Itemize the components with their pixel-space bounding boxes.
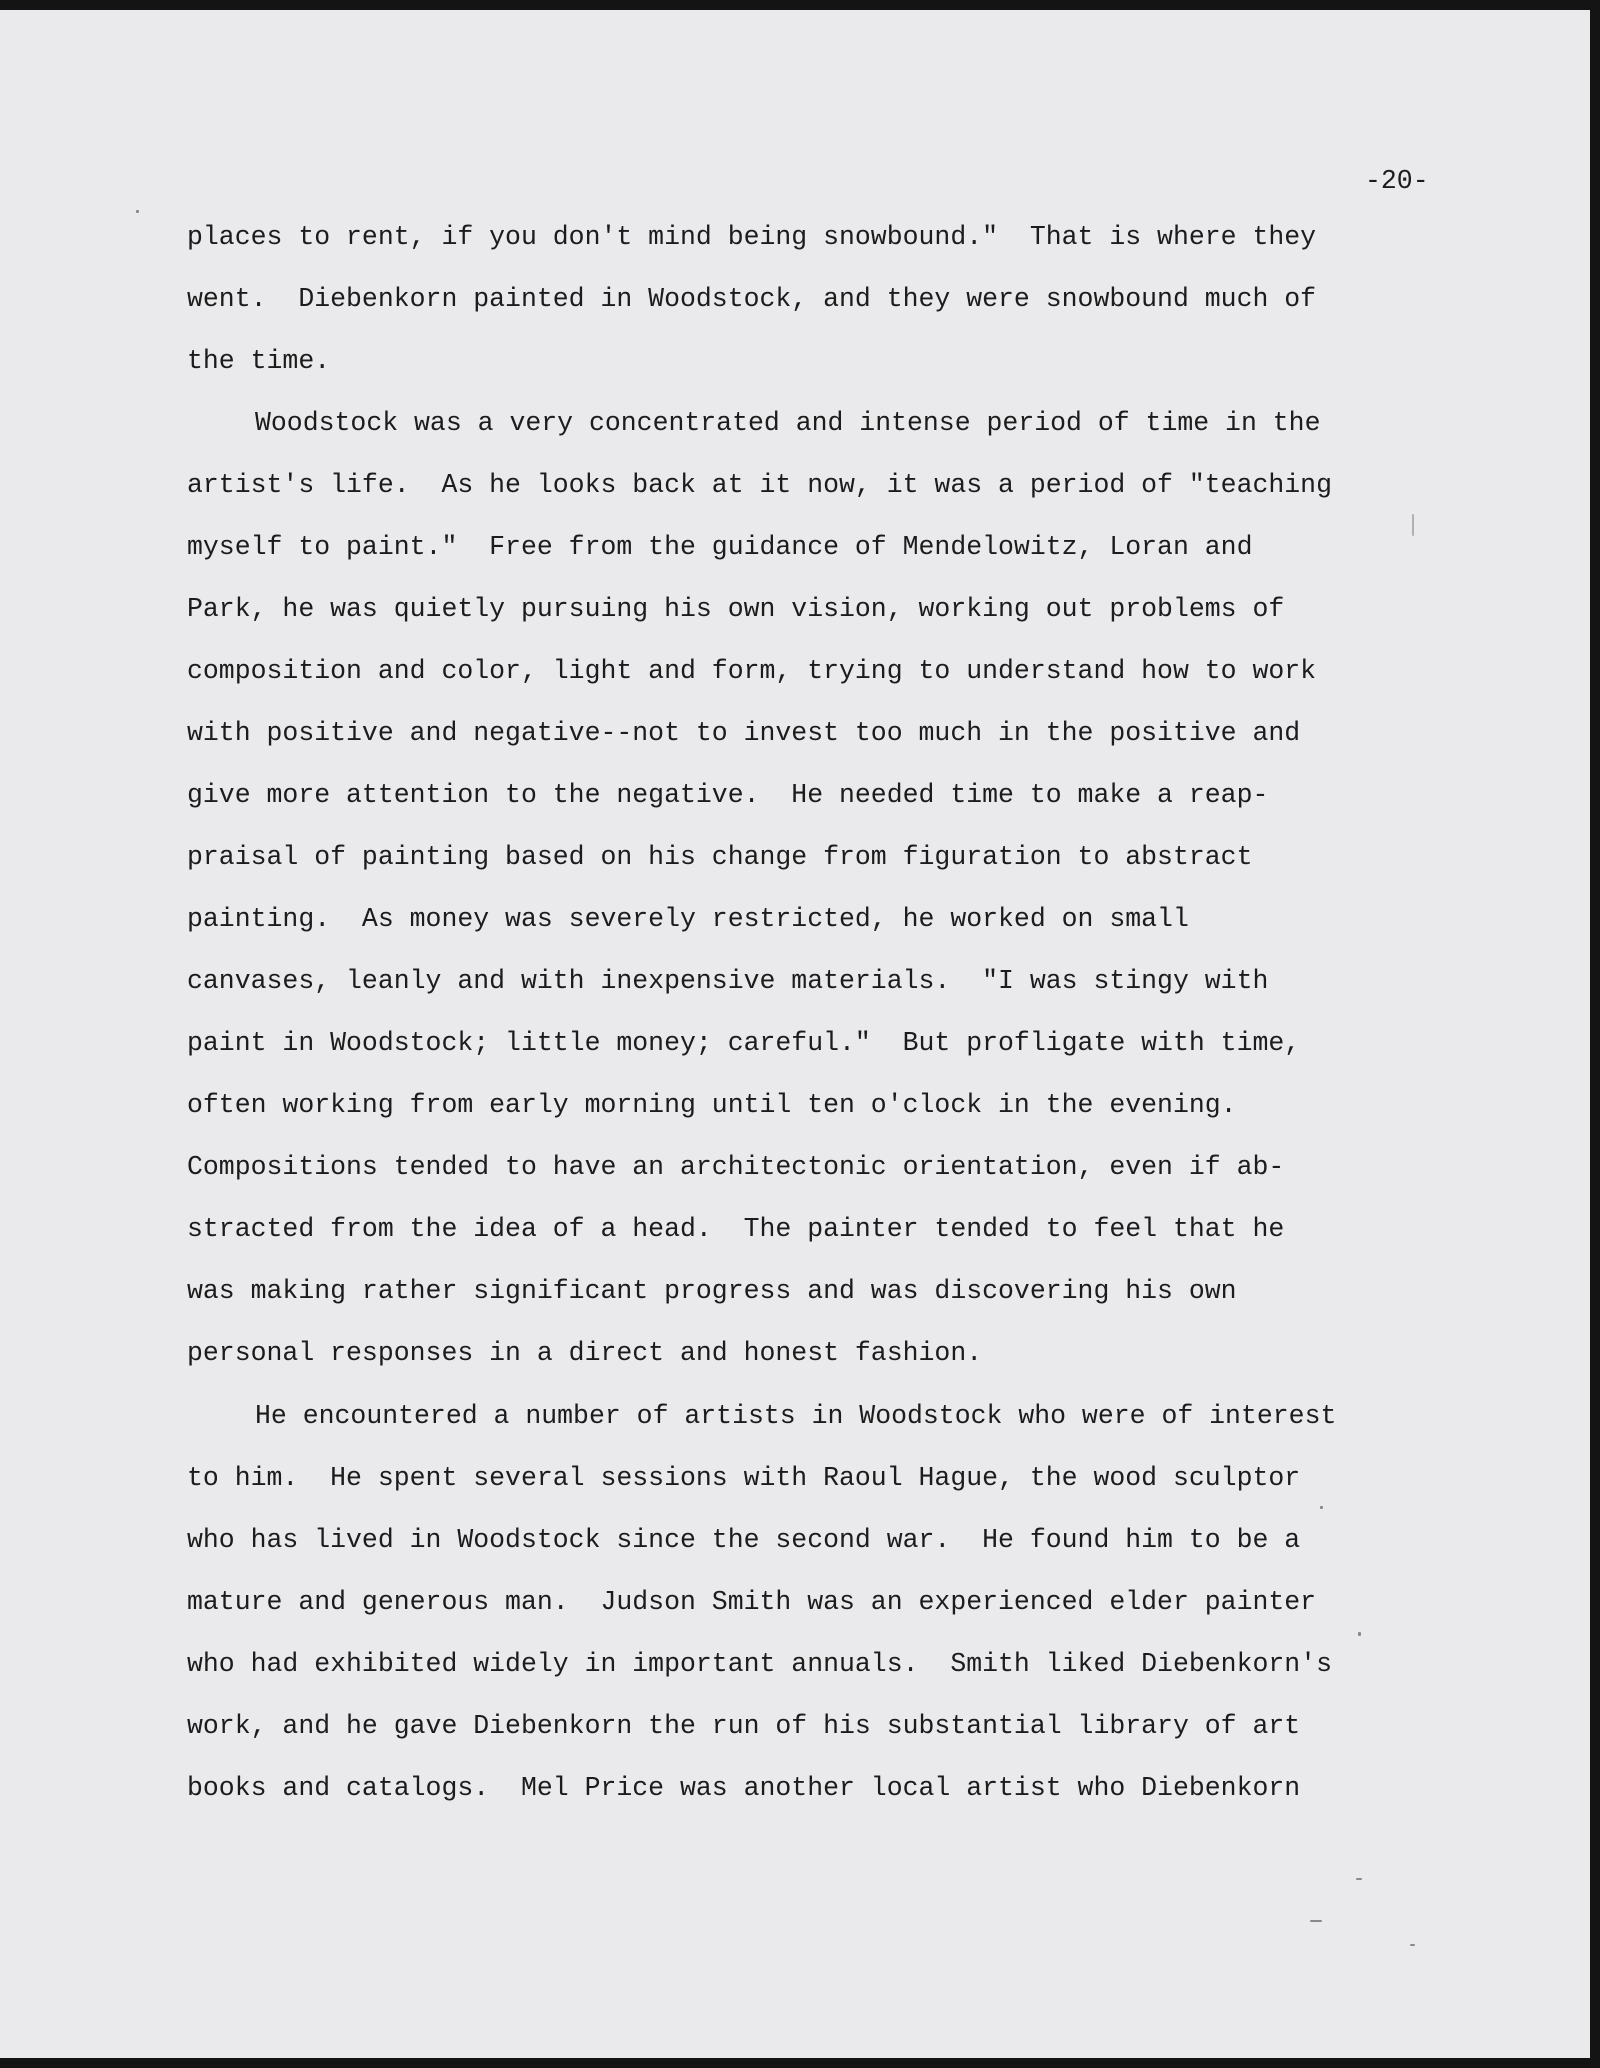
text-line: often working from early morning until ten o'clock in the evening.: [187, 1090, 1237, 1120]
text-line: stracted from the idea of a head. The painter tended to feel that he: [187, 1214, 1285, 1244]
text-line: personal responses in a direct and honest fashion.: [187, 1338, 983, 1368]
document-page: [0, 10, 1590, 2058]
text-line: Park, he was quietly pursuing his own vision, working out problems of: [187, 594, 1285, 624]
paragraph-first-line: He encountered a number of artists in Woodstock who were of interest: [255, 1401, 1337, 1431]
text-line: who has lived in Woodstock since the second war. He found him to be a: [187, 1525, 1301, 1555]
text-line: books and catalogs. Mel Price was another local artist who Diebenkorn: [187, 1773, 1301, 1803]
text-line: myself to paint." Free from the guidance of Mendelowitz, Loran and: [187, 532, 1253, 562]
text-line: give more attention to the negative. He needed time to make a reap-: [187, 780, 1269, 810]
paper-speck: [1412, 514, 1414, 536]
paper-speck: [1358, 1632, 1361, 1636]
text-line: who had exhibited widely in important annuals. Smith liked Diebenkorn's: [187, 1649, 1332, 1679]
paper-speck: [1310, 1920, 1322, 1922]
text-line: composition and color, light and form, trying to understand how to work: [187, 656, 1317, 686]
paper-speck: [1410, 1944, 1415, 1946]
text-line: went. Diebenkorn painted in Woodstock, and they were snowbound much of: [187, 284, 1317, 314]
text-line: Compositions tended to have an architectonic orientation, even if ab-: [187, 1152, 1285, 1182]
text-line: painting. As money was severely restricted, he worked on small: [187, 904, 1189, 934]
text-line: with positive and negative--not to invest too much in the positive and: [187, 718, 1301, 748]
paragraph-first-line: Woodstock was a very concentrated and intense period of time in the: [255, 408, 1321, 438]
paper-speck: [1320, 1506, 1323, 1509]
text-line: paint in Woodstock; little money; careful." But profligate with time,: [187, 1028, 1301, 1058]
text-line: work, and he gave Diebenkorn the run of his substantial library of art: [187, 1711, 1301, 1741]
paper-speck: [136, 210, 139, 213]
text-line: was making rather significant progress and was discovering his own: [187, 1276, 1237, 1306]
text-line: the time.: [187, 346, 331, 376]
text-line: places to rent, if you don't mind being snowbound." That is where they: [187, 222, 1317, 252]
paper-speck: [1356, 1878, 1362, 1880]
text-line: artist's life. As he looks back at it now, it was a period of "teaching: [187, 470, 1332, 500]
page-number: -20-: [1365, 166, 1429, 196]
text-line: mature and generous man. Judson Smith was an experienced elder painter: [187, 1587, 1317, 1617]
text-line: to him. He spent several sessions with Raoul Hague, the wood sculptor: [187, 1463, 1301, 1493]
text-line: praisal of painting based on his change from figuration to abstract: [187, 842, 1253, 872]
text-line: canvases, leanly and with inexpensive materials. "I was stingy with: [187, 966, 1269, 996]
